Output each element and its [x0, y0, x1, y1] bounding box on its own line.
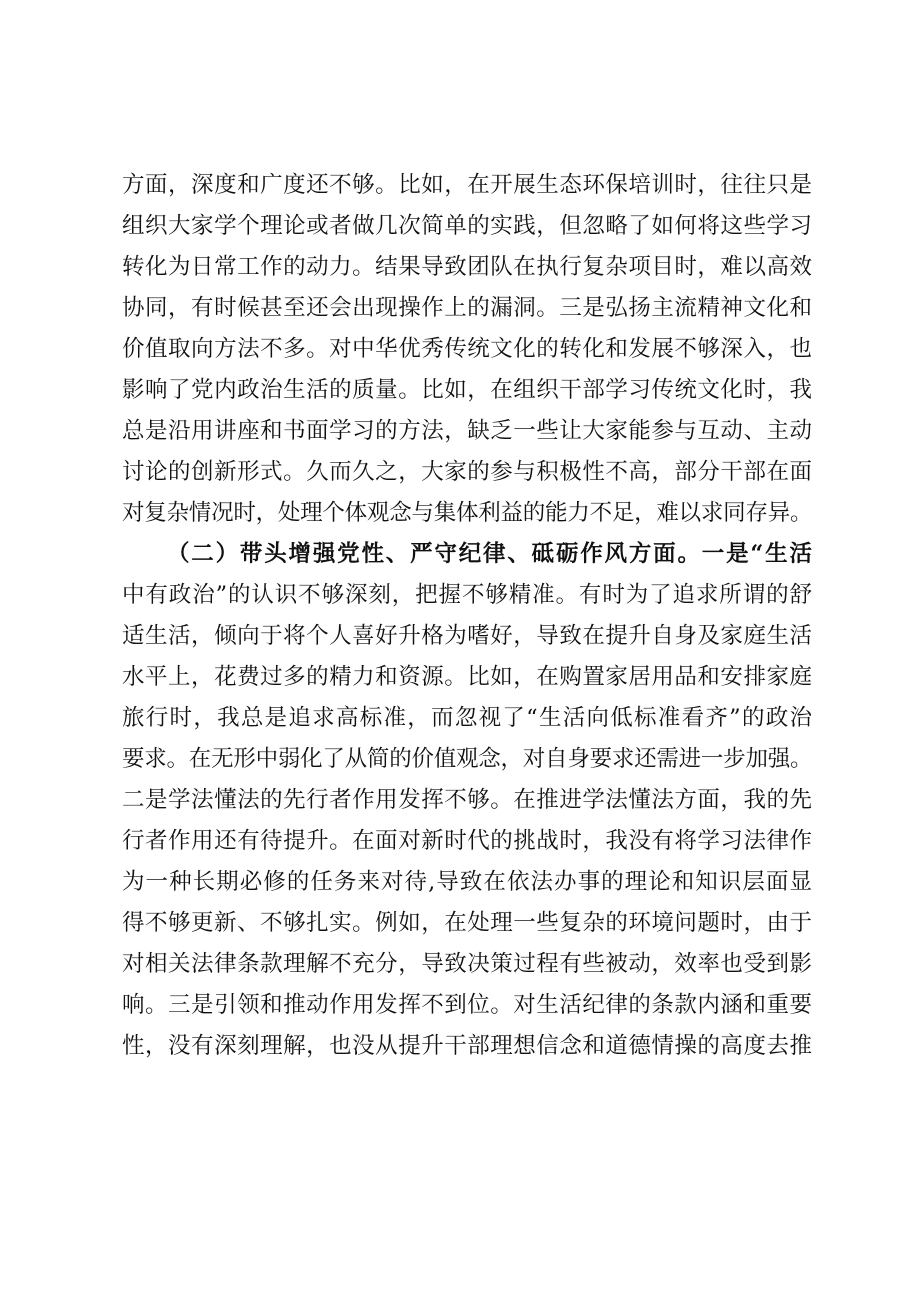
paragraph-text: 影响了党内政治生活的质量。比如，在组织干部学习传统文化时，我: [122, 377, 812, 403]
paragraph-text: 价值取向方法不多。对中华优秀传统文化的转化和发展不够深入，也: [122, 336, 812, 362]
text-line: [122, 780, 812, 821]
paragraph-text: 适生活，倾向于将个人喜好升格为嗜好，导致在提升自身及家庭生活: [122, 623, 812, 649]
paragraph-text: 响。三是引领和推动作用发挥不到位。对生活纪律的条款内涵和重要: [122, 992, 812, 1018]
paragraph-text: 总是沿用讲座和书面学习的方法，缺乏一些让大家能参与互动、主动: [122, 418, 812, 444]
text-line: [122, 411, 812, 452]
text-line: [122, 616, 812, 657]
text-line: [122, 1026, 812, 1067]
text-line: [122, 739, 812, 780]
text-line: [122, 493, 812, 534]
text-line: [122, 329, 812, 370]
body-text: [122, 165, 812, 1067]
text-line: [122, 985, 812, 1026]
paragraph-text: 转化为日常工作的动力。结果导致团队在执行复杂项目时，难以高效: [122, 254, 812, 280]
paragraph-text: 对复杂情况时，处理个体观念与集体利益的能力不足，难以求同存异。: [122, 500, 812, 526]
paragraph-text: 讨论的创新形式。久而久之，大家的参与积极性不高，部分干部在面: [122, 459, 812, 485]
text-line: [122, 821, 812, 862]
text-line: [122, 575, 812, 616]
text-line: [122, 698, 812, 739]
text-line: [122, 903, 812, 944]
paragraph-text: 二是学法懂法的先行者作用发挥不够。在推进学法懂法方面，我的先: [122, 787, 812, 813]
paragraph-text: 行者作用还有待提升。在面对新时代的挑战时，我没有将学习法律作: [122, 828, 812, 854]
text-line: [122, 165, 812, 206]
paragraph-text: 要求。在无形中弱化了从简的价值观念，对自身要求还需进一步加强。: [122, 746, 812, 772]
text-line: [122, 657, 812, 698]
paragraph-text: 水平上，花费过多的精力和资源。比如，在购置家居用品和安排家庭: [122, 664, 812, 690]
paragraph-text: 对相关法律条款理解不充分，导致决策过程有些被动，效率也受到影: [122, 951, 812, 977]
text-line: [122, 534, 812, 575]
paragraph-text: 方面，深度和广度还不够。比如，在开展生态环保培训时，往往只是: [122, 172, 812, 198]
paragraph-text: 旅行时，我总是追求高标准，而忽视了“生活向低标准看齐”的政治: [122, 705, 812, 731]
paragraph-text: 为一种长期必修的任务来对待,导致在依法办事的理论和知识层面显: [122, 869, 812, 895]
text-line: [122, 944, 812, 985]
section-heading-text: （二）带头增强党性、严守纪律、砥砺作风方面。: [167, 541, 702, 567]
paragraph-text: 得不够更新、不够扎实。例如，在处理一些复杂的环境问题时，由于: [122, 910, 812, 936]
paragraph-text: 中有政治”的认识不够深刻，把握不够精准。有时为了追求所谓的舒: [122, 582, 812, 608]
paragraph-text: 协同，有时候甚至还会出现操作上的漏洞。三是弘扬主流精神文化和: [122, 295, 812, 321]
section-heading-text: 一是“生活: [701, 541, 812, 567]
text-line: [122, 862, 812, 903]
text-line: [122, 206, 812, 247]
paragraph-text: 组织大家学个理论或者做几次简单的实践，但忽略了如何将这些学习: [122, 213, 812, 239]
text-line: [122, 247, 812, 288]
text-line: [122, 452, 812, 493]
text-line: [122, 288, 812, 329]
text-line: [122, 370, 812, 411]
paragraph-text: 性，没有深刻理解，也没从提升干部理想信念和道德情操的高度去推: [122, 1033, 812, 1059]
